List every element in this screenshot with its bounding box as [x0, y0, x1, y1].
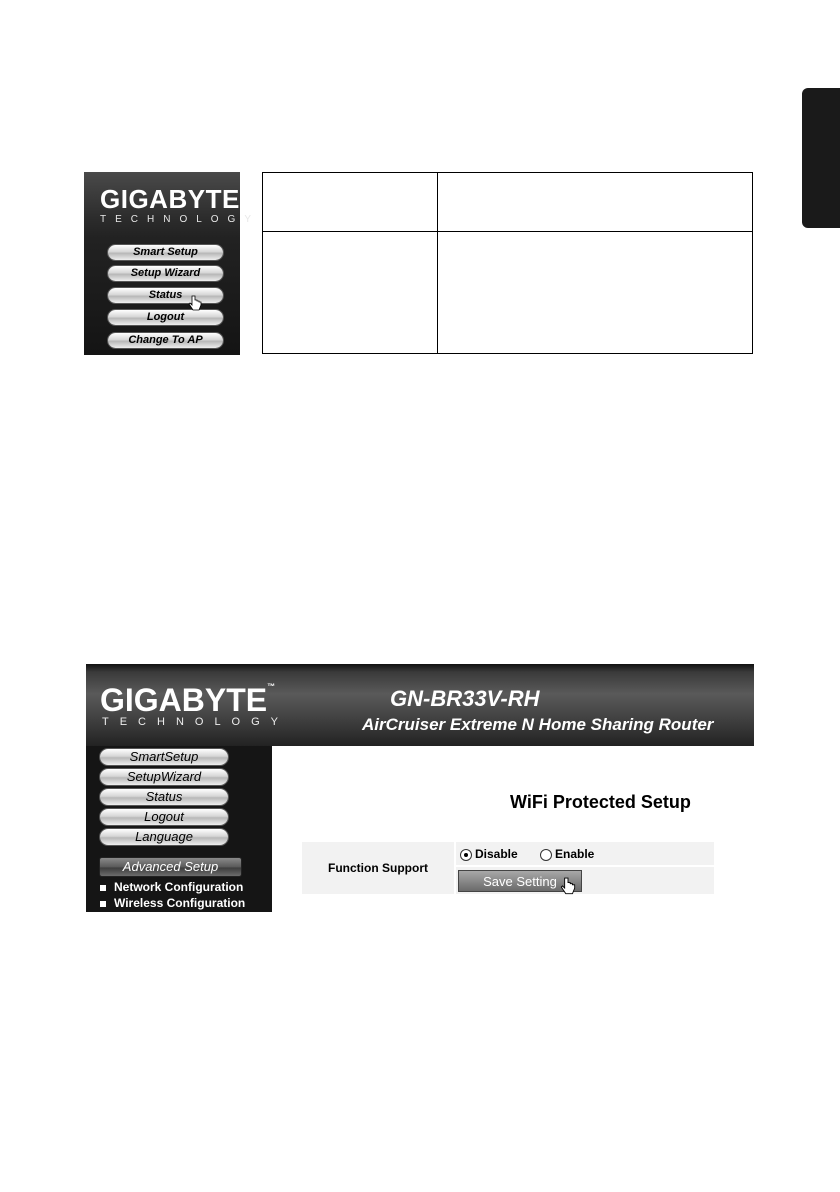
info-table [262, 172, 753, 354]
radio-unselected-icon [540, 849, 552, 861]
product-name: AirCruiser Extreme N Home Sharing Router [362, 715, 714, 734]
disable-label: Disable [475, 847, 518, 861]
router-logo [100, 682, 275, 719]
radio-selected-icon [460, 849, 472, 861]
logout-button[interactable]: Logout [100, 809, 228, 825]
language-side-tab [802, 88, 840, 228]
enable-radio[interactable] [540, 847, 594, 861]
router-header [86, 664, 754, 746]
logo-brand: GIGABYTE [100, 184, 240, 214]
setupwizard-button[interactable]: SetupWizard [100, 769, 228, 785]
change-to-ap-button[interactable]: Change To AP [108, 333, 223, 348]
status-button[interactable]: Status [108, 288, 223, 303]
bullet-icon [100, 885, 106, 891]
advanced-setup-button[interactable]: Advanced Setup [100, 858, 241, 876]
router-sidebar [86, 746, 272, 912]
router-logo-sub: TECHNOLOGY [102, 716, 290, 728]
save-row [456, 867, 714, 894]
setup-wizard-button[interactable]: Setup Wizard [108, 266, 223, 281]
enable-label: Enable [555, 847, 595, 861]
hand-cursor-icon [560, 877, 576, 897]
gigabyte-logo [84, 172, 261, 238]
router-logo-brand: GIGABYTE [100, 682, 268, 718]
table-divider [263, 231, 752, 232]
logo-sub: TECHNOLOGY [100, 214, 261, 225]
trademark-mark: ™ [267, 682, 276, 691]
function-support-label: Function Support [302, 842, 454, 894]
smart-setup-button[interactable]: Smart Setup [108, 245, 223, 260]
wireless-configuration-label: Wireless Configuration [114, 896, 246, 910]
disable-radio[interactable] [460, 847, 518, 861]
smartsetup-button[interactable]: SmartSetup [100, 749, 228, 765]
wireless-configuration-link[interactable] [100, 896, 245, 910]
hand-cursor-icon [188, 295, 202, 313]
function-support-options [456, 842, 714, 865]
language-button[interactable]: Language [100, 829, 228, 845]
network-configuration-link[interactable] [100, 880, 243, 894]
network-configuration-label: Network Configuration [114, 880, 244, 894]
page-title: WiFi Protected Setup [510, 792, 691, 812]
logout-button[interactable]: Logout [108, 310, 223, 325]
table-divider [437, 173, 438, 353]
status-button[interactable]: Status [100, 789, 228, 805]
router-ui-panel [86, 664, 754, 912]
bullet-icon [100, 901, 106, 907]
small-nav-panel [84, 172, 261, 355]
model-name: GN-BR33V-RH [390, 686, 540, 711]
save-setting-button[interactable]: Save Setting [458, 870, 582, 892]
